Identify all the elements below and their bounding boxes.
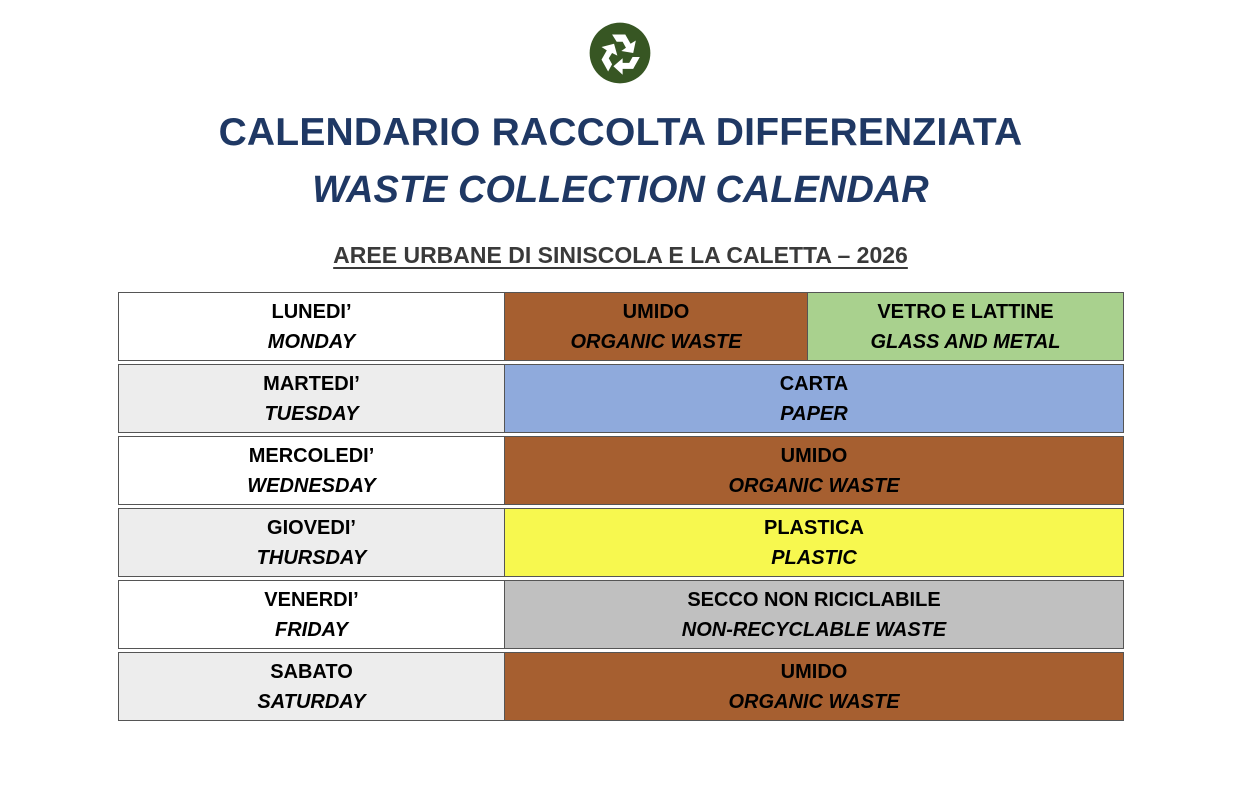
waste-cell-paper — [505, 365, 1123, 432]
subtitle-text: AREE URBANE DI SINISCOLA E LA CALETTA – 2026 — [333, 242, 908, 268]
waste-name-it: UMIDO — [622, 300, 690, 323]
day-name-en: WEDNESDAY — [247, 474, 376, 497]
day-cell — [119, 293, 505, 360]
waste-cell-glass-metal — [808, 293, 1123, 360]
waste-name-en: ORGANIC WASTE — [728, 690, 900, 713]
day-name-en: FRIDAY — [275, 618, 348, 641]
waste-name-en: ORGANIC WASTE — [570, 330, 742, 353]
page-subtitle — [0, 240, 1241, 270]
day-name-it: LUNEDI’ — [271, 300, 352, 323]
day-name-en: MONDAY — [267, 330, 356, 353]
waste-cell-organic — [505, 293, 808, 360]
waste-name-it: VETRO E LATTINE — [877, 300, 1054, 323]
schedule-row-wednesday — [118, 436, 1124, 505]
day-name-en: TUESDAY — [264, 402, 359, 425]
day-cell — [119, 509, 505, 576]
schedule-row-tuesday — [118, 364, 1124, 433]
waste-cell-organic — [505, 437, 1123, 504]
waste-name-en: PLASTIC — [771, 546, 857, 569]
schedule-row-saturday — [118, 652, 1124, 721]
day-name-it: VENERDI’ — [264, 588, 359, 611]
day-cell — [119, 581, 505, 648]
waste-cell-plastic — [505, 509, 1123, 576]
schedule-row-monday — [118, 292, 1124, 361]
waste-name-en: ORGANIC WASTE — [728, 474, 900, 497]
waste-name-it: UMIDO — [780, 444, 848, 467]
waste-name-en: GLASS AND METAL — [870, 330, 1061, 353]
waste-name-it: UMIDO — [780, 660, 848, 683]
day-name-it: MARTEDI’ — [263, 372, 360, 395]
page-title-english: WASTE COLLECTION CALENDAR — [312, 169, 929, 211]
day-name-en: SATURDAY — [257, 690, 366, 713]
page-title: CALENDARIO RACCOLTA DIFFERENZIATA — [218, 111, 1023, 154]
day-cell — [119, 437, 505, 504]
waste-name-it: CARTA — [779, 372, 849, 395]
waste-cell-organic — [505, 653, 1123, 720]
day-name-it: SABATO — [270, 660, 353, 683]
waste-name-en: NON-RECYCLABLE WASTE — [681, 618, 947, 641]
day-cell — [119, 653, 505, 720]
waste-name-it: PLASTICA — [764, 516, 864, 539]
collection-schedule-table — [118, 292, 1124, 724]
recycle-icon — [587, 19, 653, 87]
schedule-row-friday — [118, 580, 1124, 649]
waste-name-en: PAPER — [780, 402, 848, 425]
day-name-it: GIOVEDI’ — [267, 516, 356, 539]
day-name-en: THURSDAY — [256, 546, 367, 569]
day-name-it: MERCOLEDI’ — [248, 444, 375, 467]
waste-cell-non-recyclable — [505, 581, 1123, 648]
day-cell — [119, 365, 505, 432]
waste-name-it: SECCO NON RICICLABILE — [687, 588, 941, 611]
schedule-row-thursday — [118, 508, 1124, 577]
